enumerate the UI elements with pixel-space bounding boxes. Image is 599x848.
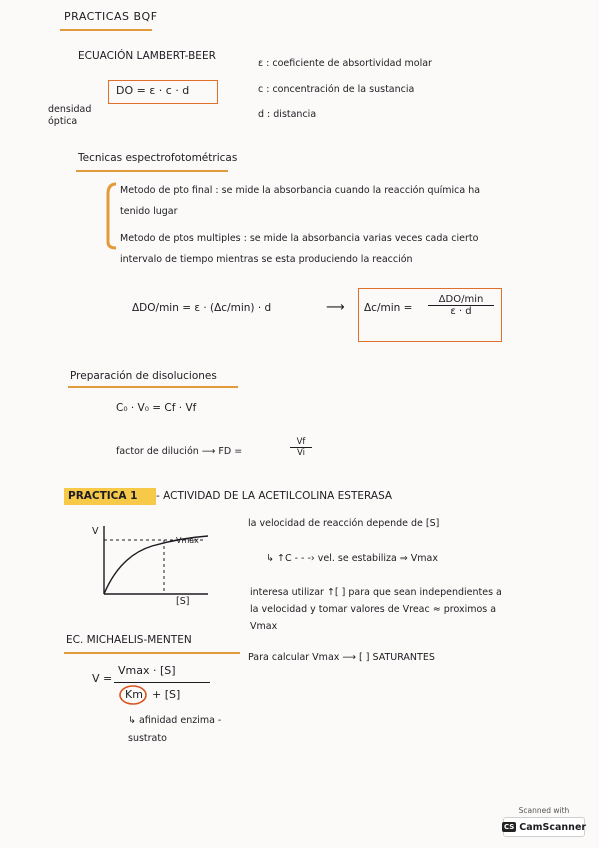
- arrow-icon: ⟶: [326, 300, 345, 315]
- michaelis-lhs: V =: [92, 672, 113, 685]
- lambert-heading: ECUACIÓN LAMBERT-BEER: [78, 50, 216, 62]
- fraction-numerator: ΔDO/min: [428, 294, 494, 306]
- dilution-equation: C₀ · V₀ = Cf · Vf: [116, 402, 197, 414]
- tecnica-item-final: Metodo de pto final : se mide la absorbancia cuando la reacción química ha tenido lugar: [120, 185, 481, 217]
- camscanner-logo-icon: CS: [503, 823, 515, 831]
- tecnicas-heading: Tecnicas espectrofotométricas: [78, 152, 238, 164]
- graph-y-label: V: [92, 526, 99, 537]
- graph-curve-label: Vmax: [176, 536, 199, 545]
- michaelis-heading: EC. MICHAELIS-MENTEN: [66, 634, 192, 646]
- bullet-estabiliza: ↳ ↑C - - -› vel. se estabiliza ⇒ Vmax: [266, 553, 438, 564]
- page-title: PRACTICAS BQF: [64, 10, 158, 23]
- michaelis-graph: [90, 520, 220, 606]
- tecnicas-result-fraction: [428, 294, 494, 317]
- practica-title: - ACTIVIDAD DE LA ACETILCOLINA ESTERASA: [156, 490, 393, 502]
- dilution-fraction: [290, 437, 312, 458]
- bullet-interesa: interesa utilizar ↑[ ] para que sean independientes a la velocidad y tomar valores de Vreac ≈ proximos a Vmax: [250, 587, 502, 632]
- michaelis-km: Km: [125, 688, 143, 701]
- michaelis-underline: [64, 652, 240, 654]
- bullet-saturantes: Para calcular Vmax ⟶ [ ] SATURANTES: [248, 652, 435, 663]
- lambert-formula: DO = ε · c · d: [116, 84, 190, 97]
- dilution-factor-text: factor de dilución ⟶ FD =: [116, 446, 243, 457]
- dilution-numerator: Vf: [290, 437, 312, 448]
- michaelis-den-rest: + [S]: [152, 688, 181, 701]
- disoluciones-heading: Preparación de disoluciones: [70, 370, 217, 382]
- badge-top-text: Scanned with: [518, 806, 570, 815]
- bullet-velocidad: la velocidad de reacción depende de [S]: [248, 518, 440, 529]
- tecnicas-result-lhs: Δc/min =: [364, 302, 413, 314]
- badge-brand: CamScanner: [519, 821, 587, 833]
- bracket-icon: [104, 180, 120, 250]
- practica-tag: PRACTICA 1: [68, 490, 138, 502]
- lambert-def-d: d : distancia: [258, 109, 317, 120]
- tecnicas-formula-left: ΔDO/min = ε · (Δc/min) · d: [132, 302, 272, 314]
- lambert-def-c: c : concentración de la sustancia: [258, 84, 415, 95]
- camscanner-badge: [503, 806, 585, 840]
- dilution-denominator: Vi: [297, 448, 305, 458]
- camscanner-logo: [503, 817, 585, 837]
- title-underline: [60, 29, 152, 31]
- disoluciones-underline: [68, 386, 238, 388]
- tecnicas-underline: [76, 170, 228, 172]
- density-label: densidad óptica: [48, 104, 92, 127]
- afinidad-note: ↳ afinidad enzima - sustrato: [128, 715, 222, 744]
- fraction-denominator: ε · d: [450, 306, 472, 317]
- lambert-def-epsilon: ε : coeficiente de absortividad molar: [258, 58, 432, 69]
- michaelis-fraction-bar: [114, 682, 210, 683]
- michaelis-numerator: Vmax · [S]: [118, 664, 176, 677]
- tecnica-item-multiples: Metodo de ptos multiples : se mide la absorbancia varias veces cada cierto intervalo de tiempo mientras se esta produciendo la reacción: [120, 233, 479, 265]
- graph-x-label: [S]: [176, 596, 190, 607]
